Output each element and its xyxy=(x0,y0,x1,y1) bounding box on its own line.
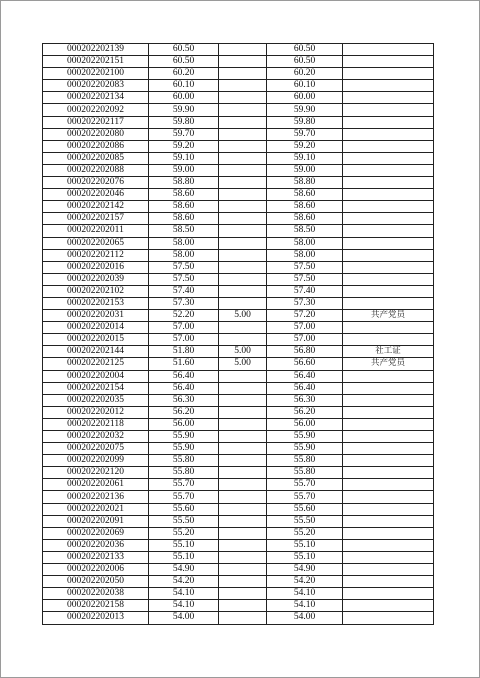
total-score-cell: 56.30 xyxy=(267,394,343,406)
remark-cell: 社工证 xyxy=(343,346,434,358)
remark-cell xyxy=(343,128,434,140)
written-score-cell: 56.00 xyxy=(149,418,219,430)
bonus-points-cell xyxy=(219,539,267,551)
written-score-cell: 56.20 xyxy=(149,406,219,418)
bonus-points-cell xyxy=(219,140,267,152)
bonus-points-cell xyxy=(219,44,267,56)
table-row xyxy=(43,358,434,370)
bonus-points-cell: 5.00 xyxy=(219,346,267,358)
written-score-cell: 54.20 xyxy=(149,576,219,588)
candidate-id-cell: 000202202016 xyxy=(43,261,149,273)
written-score-cell: 57.50 xyxy=(149,273,219,285)
bonus-points-cell xyxy=(219,576,267,588)
total-score-cell: 60.10 xyxy=(267,80,343,92)
candidate-id-cell: 000202202099 xyxy=(43,455,149,467)
candidate-id-cell: 000202202158 xyxy=(43,600,149,612)
table-row xyxy=(43,189,434,201)
total-score-cell: 57.00 xyxy=(267,322,343,334)
table-row xyxy=(43,612,434,624)
table-row xyxy=(43,588,434,600)
bonus-points-cell xyxy=(219,152,267,164)
table-row xyxy=(43,334,434,346)
bonus-points-cell xyxy=(219,600,267,612)
table-row xyxy=(43,394,434,406)
table-row xyxy=(43,418,434,430)
total-score-cell: 55.10 xyxy=(267,551,343,563)
candidate-id-cell: 000202202085 xyxy=(43,152,149,164)
total-score-cell: 57.40 xyxy=(267,285,343,297)
table-row xyxy=(43,249,434,261)
bonus-points-cell xyxy=(219,334,267,346)
bonus-points-cell xyxy=(219,92,267,104)
total-score-cell: 55.10 xyxy=(267,539,343,551)
table-row xyxy=(43,273,434,285)
total-score-cell: 58.80 xyxy=(267,177,343,189)
table-row xyxy=(43,104,434,116)
remark-cell xyxy=(343,261,434,273)
table-row xyxy=(43,539,434,551)
remark-cell xyxy=(343,164,434,176)
candidate-id-cell: 000202202035 xyxy=(43,394,149,406)
table-row xyxy=(43,564,434,576)
table-row xyxy=(43,92,434,104)
total-score-cell: 59.00 xyxy=(267,164,343,176)
bonus-points-cell: 5.00 xyxy=(219,310,267,322)
remark-cell xyxy=(343,539,434,551)
bonus-points-cell xyxy=(219,201,267,213)
candidate-id-cell: 000202202083 xyxy=(43,80,149,92)
remark-cell xyxy=(343,201,434,213)
bonus-points-cell xyxy=(219,467,267,479)
table-row xyxy=(43,237,434,249)
remark-cell xyxy=(343,382,434,394)
remark-cell xyxy=(343,418,434,430)
candidate-id-cell: 000202202080 xyxy=(43,128,149,140)
table-row xyxy=(43,322,434,334)
remark-cell xyxy=(343,551,434,563)
written-score-cell: 60.20 xyxy=(149,68,219,80)
total-score-cell: 58.00 xyxy=(267,237,343,249)
candidate-id-cell: 000202202015 xyxy=(43,334,149,346)
candidate-id-cell: 000202202144 xyxy=(43,346,149,358)
table-row xyxy=(43,479,434,491)
written-score-cell: 51.60 xyxy=(149,358,219,370)
bonus-points-cell xyxy=(219,479,267,491)
bonus-points-cell xyxy=(219,491,267,503)
candidate-id-cell: 000202202006 xyxy=(43,564,149,576)
bonus-points-cell xyxy=(219,406,267,418)
table-row xyxy=(43,164,434,176)
remark-cell xyxy=(343,479,434,491)
bonus-points-cell xyxy=(219,527,267,539)
written-score-cell: 59.10 xyxy=(149,152,219,164)
total-score-cell: 58.60 xyxy=(267,189,343,201)
bonus-points-cell xyxy=(219,225,267,237)
remark-cell xyxy=(343,515,434,527)
bonus-points-cell xyxy=(219,189,267,201)
table-row xyxy=(43,140,434,152)
written-score-cell: 57.00 xyxy=(149,322,219,334)
written-score-cell: 60.50 xyxy=(149,44,219,56)
remark-cell: 共产党员 xyxy=(343,358,434,370)
bonus-points-cell xyxy=(219,249,267,261)
written-score-cell: 57.30 xyxy=(149,297,219,309)
remark-cell xyxy=(343,80,434,92)
remark-cell xyxy=(343,273,434,285)
bonus-points-cell xyxy=(219,455,267,467)
bonus-points-cell xyxy=(219,164,267,176)
table-row xyxy=(43,382,434,394)
bonus-points-cell xyxy=(219,128,267,140)
remark-cell xyxy=(343,527,434,539)
candidate-id-cell: 000202202076 xyxy=(43,177,149,189)
bonus-points-cell xyxy=(219,515,267,527)
total-score-cell: 60.50 xyxy=(267,56,343,68)
remark-cell xyxy=(343,225,434,237)
written-score-cell: 58.00 xyxy=(149,237,219,249)
remark-cell xyxy=(343,491,434,503)
table-row xyxy=(43,346,434,358)
bonus-points-cell xyxy=(219,322,267,334)
remark-cell xyxy=(343,92,434,104)
candidate-id-cell: 000202202151 xyxy=(43,56,149,68)
written-score-cell: 54.00 xyxy=(149,612,219,624)
written-score-cell: 56.30 xyxy=(149,394,219,406)
candidate-id-cell: 000202202039 xyxy=(43,273,149,285)
total-score-cell: 57.50 xyxy=(267,273,343,285)
written-score-cell: 56.40 xyxy=(149,370,219,382)
total-score-cell: 54.00 xyxy=(267,612,343,624)
table-row xyxy=(43,515,434,527)
candidate-id-cell: 000202202142 xyxy=(43,201,149,213)
table-row xyxy=(43,116,434,128)
remark-cell xyxy=(343,116,434,128)
total-score-cell: 60.00 xyxy=(267,92,343,104)
bonus-points-cell xyxy=(219,370,267,382)
total-score-cell: 57.00 xyxy=(267,334,343,346)
bonus-points-cell xyxy=(219,431,267,443)
candidate-id-cell: 000202202011 xyxy=(43,225,149,237)
remark-cell xyxy=(343,44,434,56)
candidate-id-cell: 000202202038 xyxy=(43,588,149,600)
candidate-id-cell: 000202202102 xyxy=(43,285,149,297)
candidate-id-cell: 000202202100 xyxy=(43,68,149,80)
table-row xyxy=(43,503,434,515)
remark-cell xyxy=(343,140,434,152)
total-score-cell: 54.10 xyxy=(267,588,343,600)
bonus-points-cell xyxy=(219,213,267,225)
candidate-id-cell: 000202202069 xyxy=(43,527,149,539)
remark-cell: 共产党员 xyxy=(343,310,434,322)
total-score-cell: 57.20 xyxy=(267,310,343,322)
candidate-id-cell: 000202202112 xyxy=(43,249,149,261)
total-score-cell: 57.30 xyxy=(267,297,343,309)
table-row xyxy=(43,467,434,479)
candidate-id-cell: 000202202125 xyxy=(43,358,149,370)
remark-cell xyxy=(343,189,434,201)
table-row xyxy=(43,56,434,68)
bonus-points-cell: 5.00 xyxy=(219,358,267,370)
written-score-cell: 60.50 xyxy=(149,56,219,68)
written-score-cell: 58.80 xyxy=(149,177,219,189)
candidate-id-cell: 000202202133 xyxy=(43,551,149,563)
written-score-cell: 55.70 xyxy=(149,491,219,503)
total-score-cell: 56.80 xyxy=(267,346,343,358)
candidate-id-cell: 000202202004 xyxy=(43,370,149,382)
total-score-cell: 55.80 xyxy=(267,455,343,467)
table-row xyxy=(43,600,434,612)
written-score-cell: 58.60 xyxy=(149,201,219,213)
table-row xyxy=(43,44,434,56)
candidate-id-cell: 000202202086 xyxy=(43,140,149,152)
candidate-id-cell: 000202202012 xyxy=(43,406,149,418)
remark-cell xyxy=(343,503,434,515)
bonus-points-cell xyxy=(219,177,267,189)
written-score-cell: 55.10 xyxy=(149,551,219,563)
remark-cell xyxy=(343,56,434,68)
total-score-cell: 54.90 xyxy=(267,564,343,576)
total-score-cell: 55.90 xyxy=(267,443,343,455)
table-row xyxy=(43,297,434,309)
written-score-cell: 55.90 xyxy=(149,431,219,443)
written-score-cell: 54.90 xyxy=(149,564,219,576)
written-score-cell: 57.40 xyxy=(149,285,219,297)
remark-cell xyxy=(343,394,434,406)
written-score-cell: 59.00 xyxy=(149,164,219,176)
total-score-cell: 56.00 xyxy=(267,418,343,430)
table-row xyxy=(43,261,434,273)
candidate-id-cell: 000202202153 xyxy=(43,297,149,309)
remark-cell xyxy=(343,612,434,624)
written-score-cell: 56.40 xyxy=(149,382,219,394)
written-score-cell: 58.00 xyxy=(149,249,219,261)
written-score-cell: 58.60 xyxy=(149,213,219,225)
remark-cell xyxy=(343,576,434,588)
total-score-cell: 59.90 xyxy=(267,104,343,116)
remark-cell xyxy=(343,455,434,467)
written-score-cell: 52.20 xyxy=(149,310,219,322)
table-row xyxy=(43,455,434,467)
remark-cell xyxy=(343,406,434,418)
table-row xyxy=(43,201,434,213)
candidate-id-cell: 000202202091 xyxy=(43,515,149,527)
remark-cell xyxy=(343,297,434,309)
candidate-id-cell: 000202202139 xyxy=(43,44,149,56)
written-score-cell: 59.70 xyxy=(149,128,219,140)
total-score-cell: 59.70 xyxy=(267,128,343,140)
score-table-body xyxy=(43,44,434,625)
total-score-cell: 54.10 xyxy=(267,600,343,612)
table-row xyxy=(43,443,434,455)
total-score-cell: 56.20 xyxy=(267,406,343,418)
table-row xyxy=(43,152,434,164)
written-score-cell: 59.80 xyxy=(149,116,219,128)
table-row xyxy=(43,551,434,563)
bonus-points-cell xyxy=(219,551,267,563)
written-score-cell: 54.10 xyxy=(149,600,219,612)
bonus-points-cell xyxy=(219,80,267,92)
written-score-cell: 57.00 xyxy=(149,334,219,346)
bonus-points-cell xyxy=(219,261,267,273)
candidate-id-cell: 000202202046 xyxy=(43,189,149,201)
candidate-id-cell: 000202202136 xyxy=(43,491,149,503)
written-score-cell: 57.50 xyxy=(149,261,219,273)
remark-cell xyxy=(343,249,434,261)
remark-cell xyxy=(343,68,434,80)
candidate-id-cell: 000202202092 xyxy=(43,104,149,116)
written-score-cell: 55.80 xyxy=(149,455,219,467)
candidate-id-cell: 000202202075 xyxy=(43,443,149,455)
candidate-id-cell: 000202202157 xyxy=(43,213,149,225)
total-score-cell: 56.60 xyxy=(267,358,343,370)
total-score-cell: 59.20 xyxy=(267,140,343,152)
candidate-id-cell: 000202202118 xyxy=(43,418,149,430)
candidate-id-cell: 000202202134 xyxy=(43,92,149,104)
written-score-cell: 58.60 xyxy=(149,189,219,201)
total-score-cell: 56.40 xyxy=(267,382,343,394)
bonus-points-cell xyxy=(219,116,267,128)
candidate-id-cell: 000202202031 xyxy=(43,310,149,322)
candidate-id-cell: 000202202154 xyxy=(43,382,149,394)
total-score-cell: 60.50 xyxy=(267,44,343,56)
total-score-cell: 59.80 xyxy=(267,116,343,128)
table-row xyxy=(43,406,434,418)
remark-cell xyxy=(343,600,434,612)
written-score-cell: 54.10 xyxy=(149,588,219,600)
table-row xyxy=(43,285,434,297)
bonus-points-cell xyxy=(219,418,267,430)
written-score-cell: 60.00 xyxy=(149,92,219,104)
written-score-cell: 51.80 xyxy=(149,346,219,358)
candidate-id-cell: 000202202014 xyxy=(43,322,149,334)
table-row xyxy=(43,128,434,140)
written-score-cell: 55.50 xyxy=(149,515,219,527)
bonus-points-cell xyxy=(219,273,267,285)
bonus-points-cell xyxy=(219,104,267,116)
total-score-cell: 55.50 xyxy=(267,515,343,527)
table-row xyxy=(43,576,434,588)
written-score-cell: 55.20 xyxy=(149,527,219,539)
table-row xyxy=(43,177,434,189)
total-score-cell: 58.60 xyxy=(267,213,343,225)
total-score-cell: 55.90 xyxy=(267,431,343,443)
bonus-points-cell xyxy=(219,68,267,80)
bonus-points-cell xyxy=(219,588,267,600)
candidate-id-cell: 000202202061 xyxy=(43,479,149,491)
bonus-points-cell xyxy=(219,612,267,624)
candidate-id-cell: 000202202036 xyxy=(43,539,149,551)
written-score-cell: 59.20 xyxy=(149,140,219,152)
total-score-cell: 57.50 xyxy=(267,261,343,273)
bonus-points-cell xyxy=(219,56,267,68)
remark-cell xyxy=(343,322,434,334)
total-score-cell: 58.60 xyxy=(267,201,343,213)
table-row xyxy=(43,225,434,237)
total-score-cell: 55.70 xyxy=(267,491,343,503)
table-row xyxy=(43,527,434,539)
bonus-points-cell xyxy=(219,443,267,455)
total-score-cell: 55.20 xyxy=(267,527,343,539)
bonus-points-cell xyxy=(219,564,267,576)
remark-cell xyxy=(343,370,434,382)
score-table xyxy=(42,43,434,625)
remark-cell xyxy=(343,237,434,249)
candidate-id-cell: 000202202021 xyxy=(43,503,149,515)
total-score-cell: 55.60 xyxy=(267,503,343,515)
total-score-cell: 58.00 xyxy=(267,249,343,261)
written-score-cell: 60.10 xyxy=(149,80,219,92)
remark-cell xyxy=(343,334,434,346)
remark-cell xyxy=(343,588,434,600)
remark-cell xyxy=(343,431,434,443)
table-row xyxy=(43,370,434,382)
candidate-id-cell: 000202202013 xyxy=(43,612,149,624)
remark-cell xyxy=(343,564,434,576)
remark-cell xyxy=(343,104,434,116)
written-score-cell: 55.10 xyxy=(149,539,219,551)
bonus-points-cell xyxy=(219,297,267,309)
candidate-id-cell: 000202202032 xyxy=(43,431,149,443)
written-score-cell: 55.60 xyxy=(149,503,219,515)
remark-cell xyxy=(343,467,434,479)
written-score-cell: 55.70 xyxy=(149,479,219,491)
table-row xyxy=(43,431,434,443)
bonus-points-cell xyxy=(219,503,267,515)
candidate-id-cell: 000202202065 xyxy=(43,237,149,249)
written-score-cell: 58.50 xyxy=(149,225,219,237)
total-score-cell: 56.40 xyxy=(267,370,343,382)
total-score-cell: 55.80 xyxy=(267,467,343,479)
written-score-cell: 55.80 xyxy=(149,467,219,479)
written-score-cell: 59.90 xyxy=(149,104,219,116)
total-score-cell: 60.20 xyxy=(267,68,343,80)
bonus-points-cell xyxy=(219,382,267,394)
table-row xyxy=(43,491,434,503)
candidate-id-cell: 000202202117 xyxy=(43,116,149,128)
candidate-id-cell: 000202202088 xyxy=(43,164,149,176)
total-score-cell: 58.50 xyxy=(267,225,343,237)
written-score-cell: 55.90 xyxy=(149,443,219,455)
total-score-cell: 59.10 xyxy=(267,152,343,164)
table-row xyxy=(43,213,434,225)
candidate-id-cell: 000202202120 xyxy=(43,467,149,479)
remark-cell xyxy=(343,285,434,297)
remark-cell xyxy=(343,213,434,225)
table-row xyxy=(43,310,434,322)
table-row xyxy=(43,68,434,80)
candidate-id-cell: 000202202050 xyxy=(43,576,149,588)
bonus-points-cell xyxy=(219,237,267,249)
total-score-cell: 55.70 xyxy=(267,479,343,491)
remark-cell xyxy=(343,152,434,164)
total-score-cell: 54.20 xyxy=(267,576,343,588)
remark-cell xyxy=(343,177,434,189)
bonus-points-cell xyxy=(219,285,267,297)
table-row xyxy=(43,80,434,92)
remark-cell xyxy=(343,443,434,455)
bonus-points-cell xyxy=(219,394,267,406)
